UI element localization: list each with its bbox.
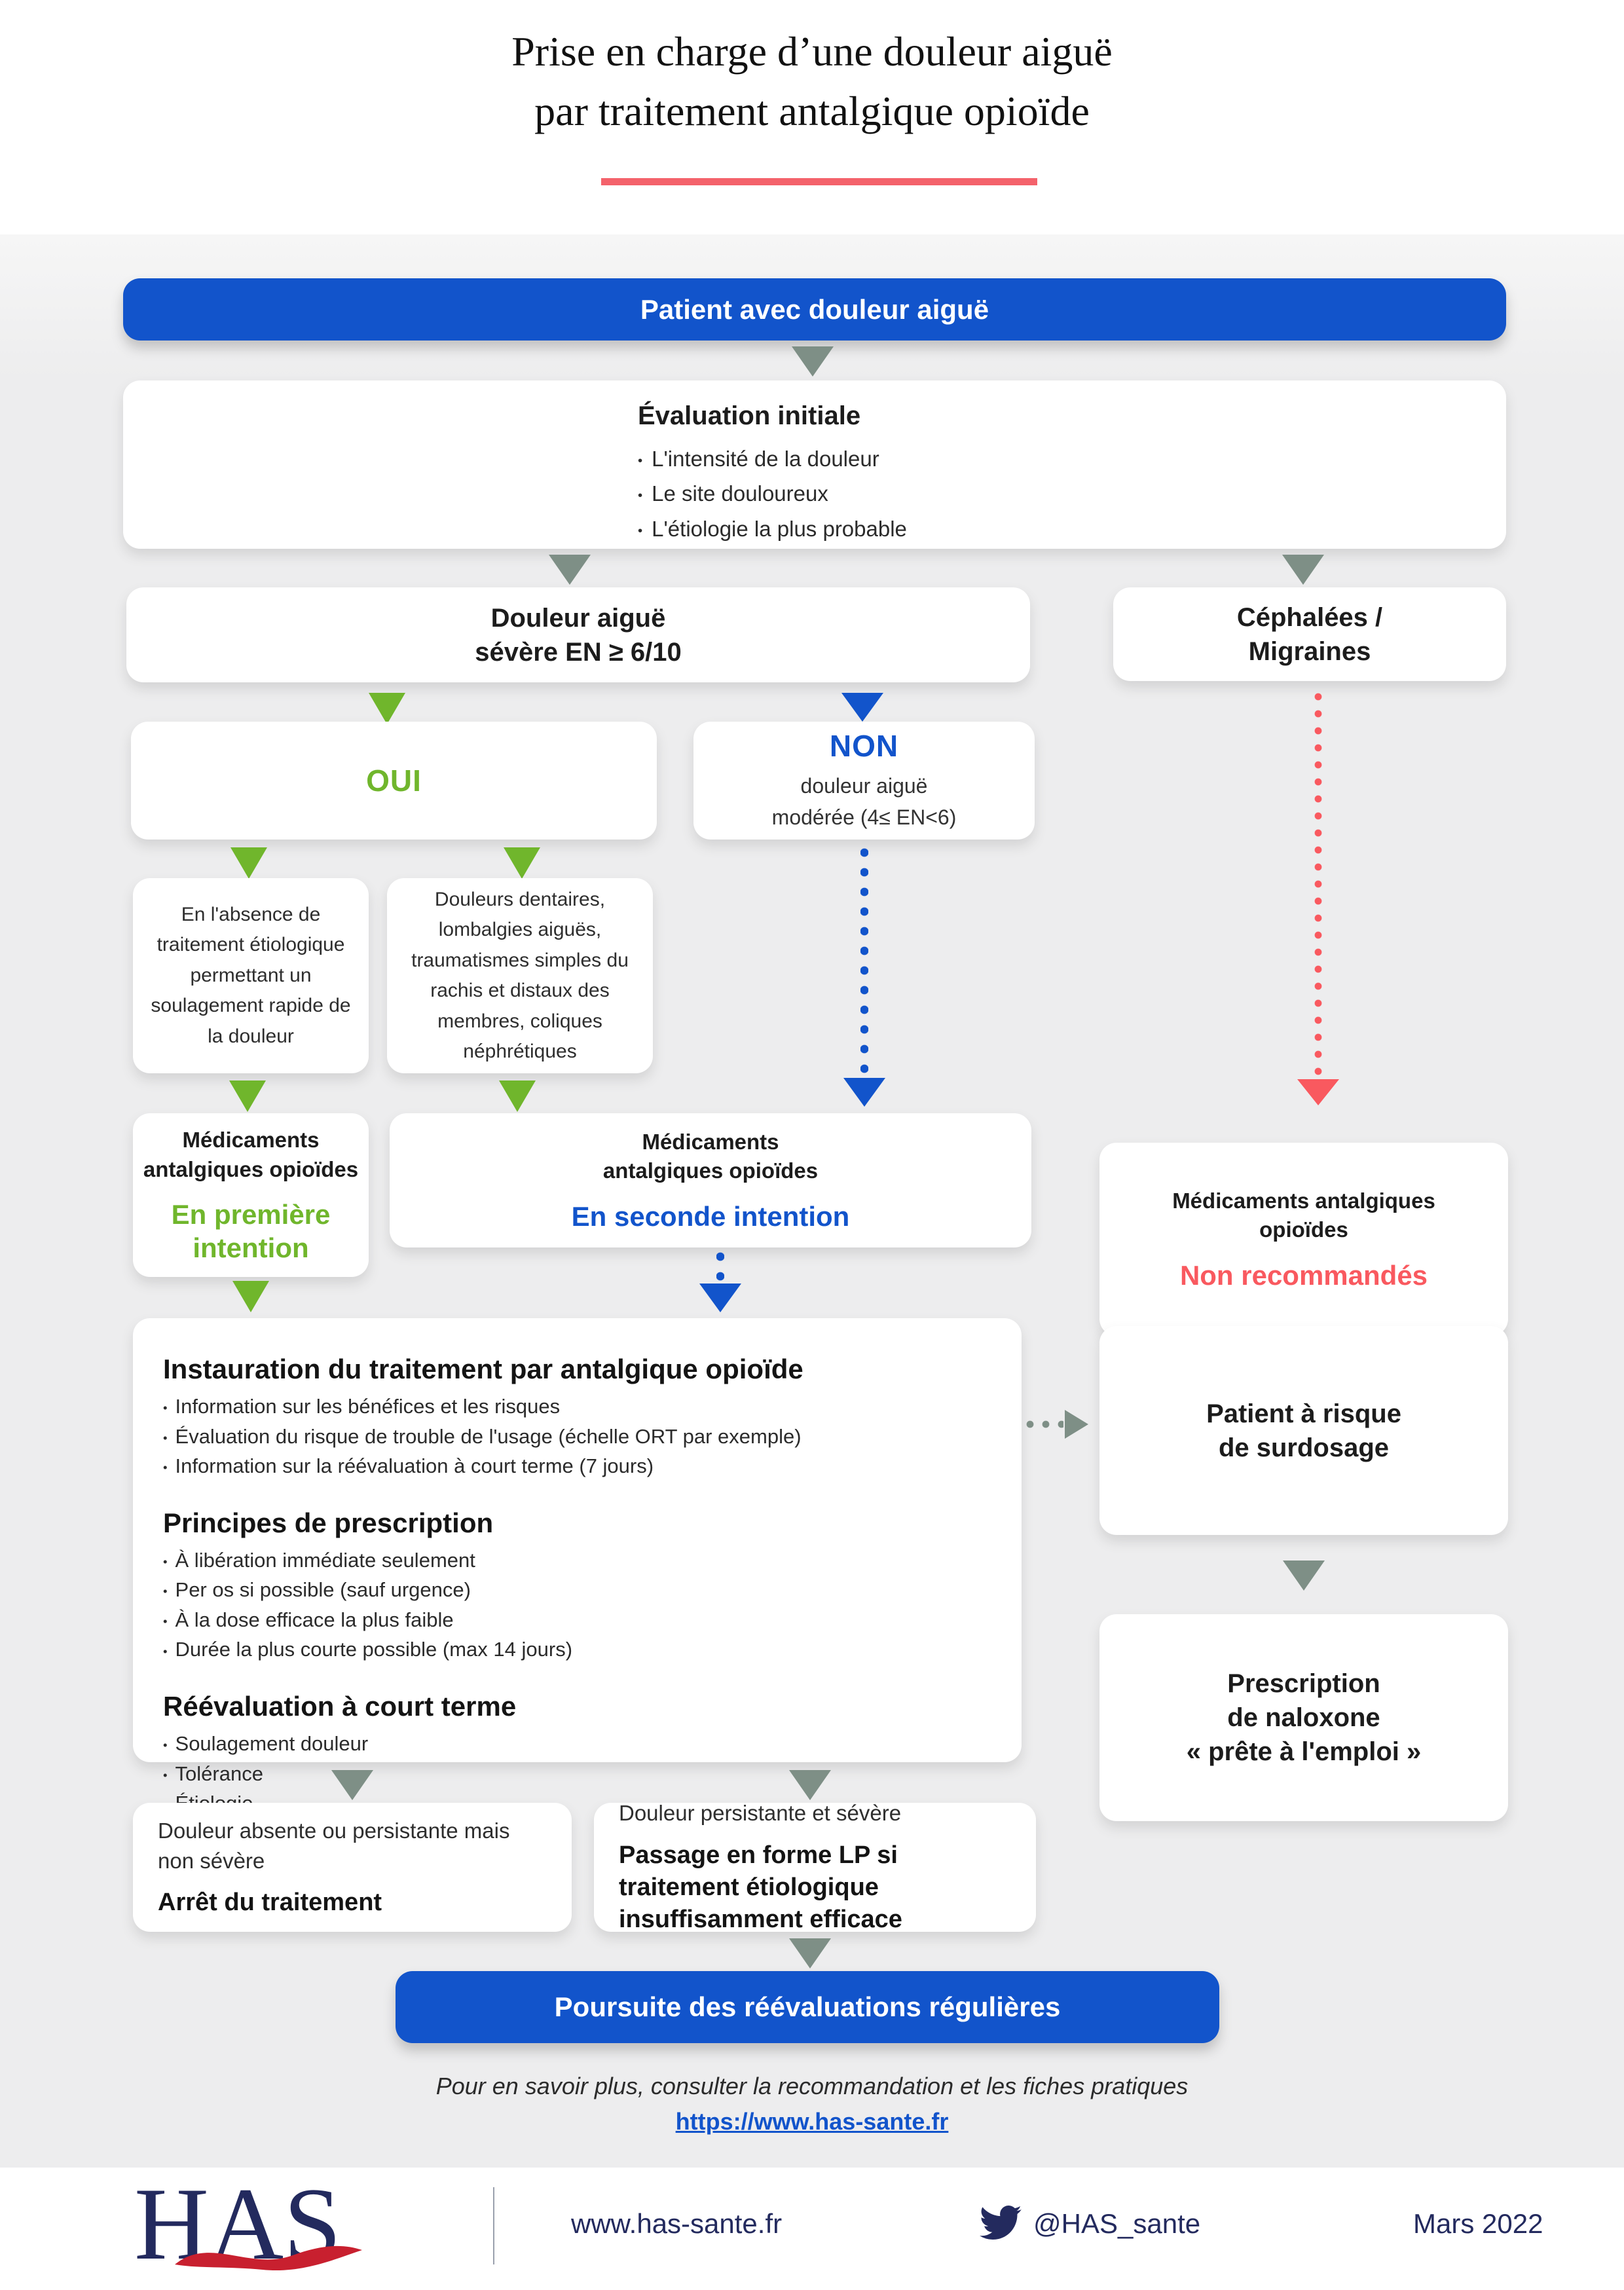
cephalees-line2: Migraines — [1248, 637, 1371, 666]
node-poursuite-reevaluations — [396, 1971, 1219, 2043]
arrow-right-icon — [1065, 1410, 1088, 1439]
arrow-down-blue-icon — [841, 693, 883, 722]
med-premiere-top2: antalgiques opioïdes — [143, 1156, 359, 1181]
has-logo-swoosh-icon — [171, 2230, 367, 2276]
med-seconde-top2: antalgiques opioïdes — [602, 1158, 819, 1183]
med-non-reco-emphasis: Non recommandés — [1179, 1259, 1428, 1291]
list-item: • Per os si possible (sauf urgence) — [163, 1575, 991, 1605]
list-item: • À la dose efficace la plus faible — [163, 1605, 991, 1635]
footer-divider — [493, 2187, 494, 2264]
footnote-text: Pour en savoir plus, consulter la recommandation et les fiches pratiques — [435, 2073, 1189, 2099]
arrow-down-icon — [1283, 1561, 1325, 1591]
node-absence-traitement-etiologique — [133, 878, 369, 1073]
non-line2: modérée (4≤ EN<6) — [771, 805, 957, 829]
node-arret-traitement — [133, 1803, 572, 1932]
node-non — [693, 722, 1035, 840]
instauration-heading: Instauration du traitement par antalgique opioïde — [163, 1354, 803, 1384]
dotted-line-red — [1314, 692, 1322, 1075]
arrow-down-icon — [549, 555, 591, 585]
node-douleur-severe — [126, 587, 1030, 682]
page-header — [0, 0, 1624, 234]
arrow-down-icon — [1282, 555, 1324, 585]
arrow-down-icon — [792, 346, 834, 377]
med-premiere-top — [143, 1126, 358, 1184]
instauration-section-2 — [163, 1507, 991, 1665]
med-non-reco-top1: Médicaments antalgiques — [1172, 1188, 1435, 1213]
oui-label: OUI — [366, 764, 422, 798]
passage-action: Passage en forme LP si traitement étiologique insuffisamment efficace — [619, 1841, 902, 1934]
arrow-down-icon — [789, 1938, 831, 1968]
arrow-down-icon — [331, 1770, 373, 1800]
dotted-line-blue — [716, 1251, 724, 1283]
poursuite-label: Poursuite des réévaluations régulières — [554, 1991, 1061, 2022]
node-patient-risque-surdosage — [1099, 1326, 1508, 1535]
node-patient-douleur-aigue-label: Patient avec douleur aiguë — [640, 293, 989, 325]
dotted-line-blue — [860, 847, 868, 1075]
instauration-bullets-1 — [163, 1392, 991, 1481]
arrow-down-icon — [789, 1770, 831, 1800]
list-item: • Tolérance — [163, 1759, 991, 1789]
med-seconde-emphasis: En seconde intention — [571, 1200, 850, 1232]
list-item: • Soulagement douleur — [163, 1729, 991, 1759]
has-logo — [134, 2167, 357, 2287]
node-prescription-naloxone — [1099, 1614, 1508, 1821]
has-logo-text: HAS — [134, 2167, 342, 2281]
non-subtext — [772, 770, 957, 833]
evaluation-heading: Évaluation initiale — [638, 401, 861, 430]
arrow-down-red-icon — [1297, 1079, 1339, 1105]
node-opioides-seconde-intention — [390, 1113, 1031, 1247]
arrow-down-blue-icon — [843, 1078, 885, 1107]
reevaluation-heading: Réévaluation à court terme — [163, 1690, 517, 1722]
footer-date: Mars 2022 — [1413, 2208, 1543, 2239]
indications-text: Douleurs dentaires, lombalgies aiguës, traumatismes simples du rachis et distaux des membres, coliques néphrétiques — [411, 888, 629, 1062]
evaluation-content — [638, 380, 1506, 546]
node-cephalees-migraines — [1113, 587, 1506, 681]
arrow-down-green-icon — [232, 1281, 269, 1312]
footnote — [0, 2073, 1624, 2135]
footer-website-link[interactable]: www.has-sante.fr — [571, 2208, 783, 2239]
surdosage-line2: de surdosage — [1218, 1433, 1390, 1462]
list-item: • Évaluation du risque de trouble de l'usage (échelle ORT par exemple) — [163, 1422, 991, 1452]
node-evaluation-initiale — [123, 380, 1506, 549]
arret-action: Arrêt du traitement — [158, 1889, 382, 1916]
non-label: NON — [829, 729, 899, 763]
footer-twitter-handle[interactable]: @HAS_sante — [1033, 2208, 1201, 2239]
passage-intro: Douleur persistante et sévère — [619, 1801, 902, 1826]
med-seconde-top — [603, 1128, 818, 1186]
arret-intro: Douleur absente ou persistante mais non sévère — [158, 1818, 510, 1873]
arrow-down-blue-icon — [699, 1284, 741, 1312]
list-item: • Durée la plus courte possible (max 14 jours) — [163, 1634, 991, 1665]
med-non-reco-top — [1172, 1187, 1435, 1245]
douleur-severe-line2: sévère EN ≥ 6/10 — [475, 637, 682, 667]
node-instauration-traitement — [133, 1318, 1022, 1785]
arrow-down-green-icon — [229, 1080, 266, 1112]
med-seconde-top1: Médicaments — [642, 1129, 779, 1154]
surdosage-line1: Patient à risque — [1206, 1399, 1401, 1428]
arrow-down-green-icon — [499, 1080, 536, 1112]
node-patient-douleur-aigue — [123, 278, 1506, 341]
title-underline-rule — [601, 178, 1037, 185]
med-non-reco-top2: opioïdes — [1259, 1217, 1348, 1242]
list-item: • L'étiologie la plus probable — [638, 511, 1506, 546]
list-item: • Le site douloureux — [638, 476, 1506, 511]
naloxone-line2: de naloxone — [1227, 1703, 1380, 1732]
cephalees-line1: Céphalées / — [1236, 602, 1383, 632]
has-sante-link[interactable]: https://www.has-sante.fr — [675, 2108, 949, 2135]
med-premiere-top1: Médicaments — [182, 1128, 320, 1153]
node-opioides-non-recommandes — [1099, 1143, 1508, 1336]
page-title-line2: par traitement antalgique opioïde — [534, 87, 1090, 134]
page-footer — [0, 2168, 1624, 2290]
dotted-line-gray-horizontal — [1025, 1420, 1063, 1428]
naloxone-line3: « prête à l'emploi » — [1186, 1737, 1422, 1766]
instauration-bullets-2 — [163, 1545, 991, 1665]
node-indications-douleurs — [387, 878, 653, 1073]
node-opioides-premiere-intention — [133, 1113, 369, 1277]
absence-etiologique-text: En l'absence de traitement étiologique permettant un soulagement rapide de la douleur — [151, 903, 351, 1047]
list-item: • À libération immédiate seulement — [163, 1545, 991, 1576]
evaluation-bullets — [638, 441, 1506, 546]
list-item: • L'intensité de la douleur — [638, 441, 1506, 476]
med-premiere-emphasis: En première intention — [171, 1199, 331, 1263]
node-oui — [131, 722, 657, 840]
principes-heading: Principes de prescription — [163, 1507, 494, 1538]
arrow-down-green-icon — [231, 847, 267, 879]
page-title-line1: Prise en charge d’une douleur aiguë — [511, 28, 1113, 75]
naloxone-line1: Prescription — [1227, 1669, 1380, 1698]
arrow-down-green-icon — [369, 693, 405, 724]
twitter-icon — [980, 2202, 1022, 2244]
list-item: • Information sur les bénéfices et les risques — [163, 1392, 991, 1422]
douleur-severe-line1: Douleur aiguë — [490, 603, 666, 633]
list-item: • Information sur la réévaluation à court terme (7 jours) — [163, 1451, 991, 1481]
non-line1: douleur aiguë — [800, 774, 928, 798]
instauration-section-1 — [163, 1354, 991, 1481]
page-title — [0, 22, 1624, 141]
node-passage-forme-lp — [594, 1803, 1036, 1932]
